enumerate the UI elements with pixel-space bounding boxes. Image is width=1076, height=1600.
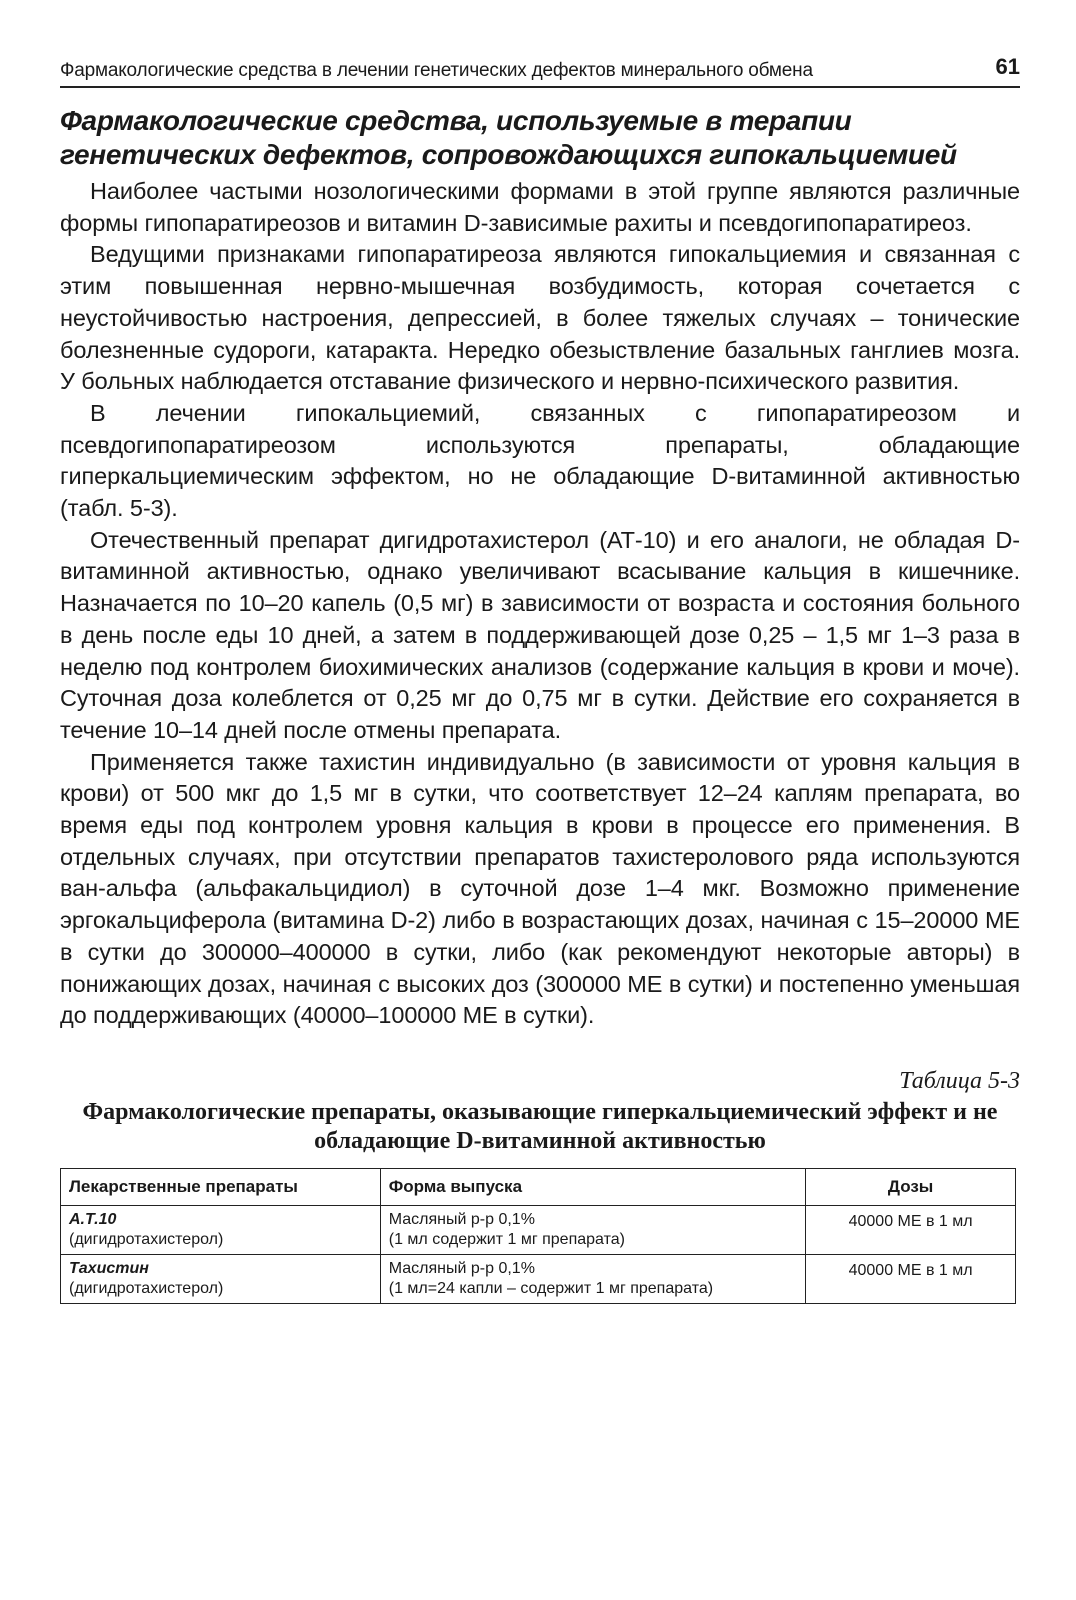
form-line: Масляный р-р 0,1% xyxy=(388,1259,535,1277)
drug-name: Тахистин xyxy=(69,1259,149,1277)
drug-subname: (дигидротахистерол) xyxy=(69,1230,224,1248)
form-line: (1 мл содержит 1 мг препарата) xyxy=(388,1230,625,1248)
paragraph-5: Применяется также тахистин индивидуально (в зависимости от уровня кальция в крови) от 500 мкг до 1,5 мг в сутки, что соответствует 12–24 каплям препарата, во время еды под контролем уровня кальция в крови в процессе его применения. В отдельных случаях, при отсутствии препаратов тахистеролового ряда используются ван-альфа (альфакальцидиол) в суточной дозе 1–4 мкг. Возможно применение эргокальциферола (витамина D-2) либо в возрастающих дозах, начиная с 15–20000 МЕ в сутки до 300000–400000 в сутки, либо (как рекомендуют некоторые авторы) в понижающих дозах, начиная с высоких доз (300000 МЕ в сутки) и постепенно уменьшая до поддерживающих (40000–100000 МЕ в сутки). xyxy=(60,748,1020,1029)
paragraph-2: Ведущими признаками гипопаратиреоза являются гипокальциемия и связанная с этим повышенная нервно-мышечная возбудимость, которая сочетается с неустойчивостью настроения, депрессией, в более тяжелых случаях – тонические болезненные судороги, катаракта. Нередко обезыствление базальных ганглиев мозга. У больных наблюдается отставание физического и нервно-психического развития. xyxy=(60,241,1020,395)
running-title: Фармакологические средства в лечении генетических дефектов минерального обмена xyxy=(60,60,813,81)
table-row xyxy=(61,1205,1016,1254)
header-doses: Дозы xyxy=(806,1168,1016,1205)
table-caption: Таблица 5-3 xyxy=(899,1067,1020,1094)
form-cell xyxy=(380,1254,805,1303)
drug-name: А.Т.10 xyxy=(69,1210,117,1228)
section-heading: Фармакологические средства, используемые в терапии генетических дефектов, сопровождающихся гипокальциемией xyxy=(60,105,957,170)
table-title: Фармакологические препараты, оказывающие гиперкальциемический эффект и не обладающие D-витаминной активностью xyxy=(82,1098,998,1154)
dose-cell: 40000 МЕ в 1 мл xyxy=(806,1254,1016,1303)
drug-table xyxy=(60,1168,1016,1304)
paragraph-1: Наиболее частыми нозологическими формами в этой группе являются различные формы гипопаратиреозов и витамин D-зависимые рахиты и псевдогипопаратиреоз. xyxy=(60,178,1020,236)
form-line: Масляный р-р 0,1% xyxy=(388,1210,535,1228)
drug-subname: (дигидротахистерол) xyxy=(69,1279,224,1297)
running-header xyxy=(60,40,1020,88)
paragraph-3: В лечении гипокальциемий, связанных с гипопаратиреозом и псевдогипопаратиреозом используются препараты, обладающие гиперкальциемическим эффектом, но не обладающие D-витаминной активностью (табл. 5-3). xyxy=(60,399,1020,522)
table-row xyxy=(61,1254,1016,1303)
drug-cell xyxy=(61,1205,381,1254)
header-drugs: Лекарственные препараты xyxy=(61,1168,381,1205)
form-cell xyxy=(380,1205,805,1254)
table-header-row xyxy=(61,1168,1016,1205)
drug-cell xyxy=(61,1254,381,1303)
paragraph-4: Отечественный препарат дигидротахистерол (АТ-10) и его аналоги, не обладая D-витаминной активностью, однако увеличивают всасывание кальция в кишечнике. Назначается по 10–20 капель (0,5 мг) в зависимости от возраста и состояния больного в день после еды 10 дней, а затем в поддерживающей дозе 0,25 – 1,5 мг 1–3 раза в неделю под контролем биохимических анализов (содержание кальция в крови и моче). Суточная доза колеблется от 0,25 мг до 0,75 мг в сутки. Действие его сохраняется в течение 10–14 дней после отмены препарата. xyxy=(60,526,1020,743)
form-line: (1 мл=24 капли – содержит 1 мг препарата) xyxy=(388,1279,714,1297)
dose-cell: 40000 МЕ в 1 мл xyxy=(806,1205,1016,1254)
header-form: Форма выпуска xyxy=(380,1168,805,1205)
document-page xyxy=(60,40,1020,1580)
page-number: 61 xyxy=(995,54,1020,79)
